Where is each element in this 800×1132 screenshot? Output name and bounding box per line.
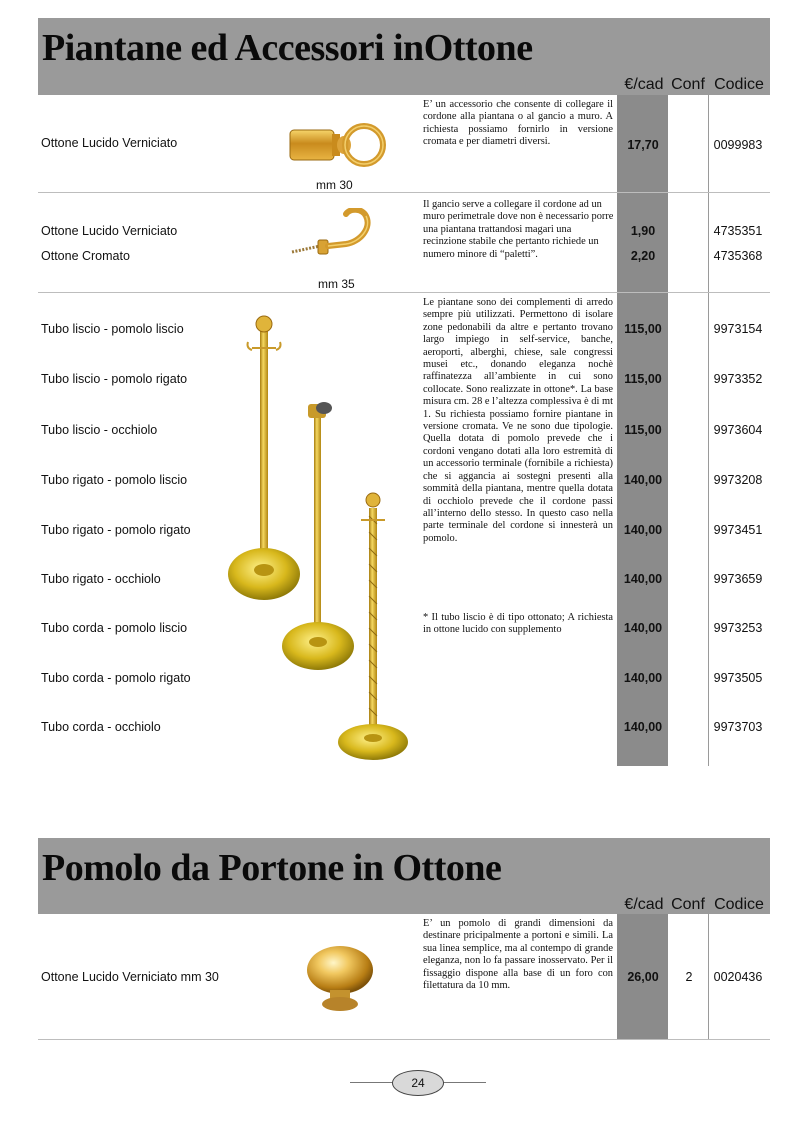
hook-price-0: 1,90	[630, 224, 656, 238]
row-divider	[38, 292, 770, 293]
stand-label-8: Tubo corda - occhiolo	[41, 720, 161, 734]
stand-price-6: 140,00	[623, 621, 663, 635]
col-price-header: €/cad	[624, 76, 664, 93]
stand-price-7: 140,00	[623, 671, 663, 685]
stand-code-4: 9973451	[713, 523, 763, 537]
page-number-oval	[392, 1070, 444, 1096]
hook-label-0: Ottone Lucido Verniciato	[41, 224, 178, 238]
stand-label-0: Tubo liscio - pomolo liscio	[41, 322, 184, 336]
stand-code-5: 9973659	[713, 572, 763, 586]
ring-size: mm 30	[316, 178, 353, 192]
stand-code-2: 9973604	[713, 423, 763, 437]
stands-footnote: * Il tubo liscio è di tipo ottonato; A richiesta in ottone lucido con supplemento	[423, 612, 613, 636]
hook-size: mm 35	[318, 277, 355, 291]
stand-label-2: Tubo liscio - occhiolo	[41, 423, 158, 437]
section1-title: Piantane ed Accessori inOttone	[42, 27, 533, 69]
col-code-header: Codice	[714, 76, 764, 93]
stand-code-0: 9973154	[713, 322, 763, 336]
stand-price-8: 140,00	[623, 720, 663, 734]
stand-code-3: 9973208	[713, 473, 763, 487]
row-divider	[38, 94, 770, 95]
stand-label-3: Tubo rigato - pomolo liscio	[41, 473, 188, 487]
door-knob-conf: 2	[685, 970, 693, 984]
stand-code-6: 9973253	[713, 621, 763, 635]
brass-door-knob-image	[304, 942, 376, 1014]
stand-label-7: Tubo corda - pomolo rigato	[41, 671, 191, 685]
hook-description: Il gancio serve a collegare il cordone ad un muro perimetrale dove non è necessario porre una piantana trattandosi magari una recinzione stabile che pertanto richiede un numero minore di “paletti”.	[423, 199, 614, 260]
ring-description: E’ un accessorio che consente di collegare il cordone alla piantana o al gancio a muro. A richiesta possiamo fornirlo in versione cromata e per diametri diversi.	[423, 99, 613, 148]
ring-accessory-label: Ottone Lucido Verniciato	[41, 136, 178, 150]
hook-label-1: Ottone Cromato	[41, 249, 130, 263]
stand-price-2: 115,00	[624, 423, 662, 437]
stands-description: Le piantane sono dei complementi di arredo sempre più utilizzati. Permettono di isolare zone pedonabili da altre e pertanto trovano largo impiego in self-service, banche, aeroporti, alberghi, chiese, sale congressi musei etc., donando eleganza nochè raffinatezza all’ambiente in cui sono collocate. Sono realizzate in ottone*. La base misura cm. 28 e l’altezza complessiva è di mt 1. Su richiesta possiamo fornire piantane in versione cromata. Ve ne sono due tipologie. Quella dotata di pomolo prevede che i cordoni vengano dotati alla loro estremità di un accessorio terminale (fornibile a richiesta) che si aggancia ai sostegni presenti alla sommità della piantana, mentre quella dotata di occhiolo prevede che il cordone passi all’interno dello stesso. In questo caso nella parte terminale del cordone si innesterà un pomolo.	[423, 297, 613, 544]
door-knob-code: 0020436	[713, 970, 763, 984]
door-knob-price: 26,00	[627, 970, 659, 984]
stand-code-8: 9973703	[713, 720, 763, 734]
stand-label-1: Tubo liscio - pomolo rigato	[41, 372, 188, 386]
stand-code-1: 9973352	[713, 372, 763, 386]
door-knob-label: Ottone Lucido Verniciato mm 30	[41, 970, 219, 984]
hook-code-1: 4735368	[713, 249, 763, 263]
col-code-header-2: Codice	[714, 896, 764, 913]
page-number-badge	[350, 1070, 486, 1096]
section2-bottom-line	[38, 1039, 770, 1040]
stand-label-5: Tubo rigato - occhiolo	[41, 572, 161, 586]
stand-label-4: Tubo rigato - pomolo rigato	[41, 523, 191, 537]
page-number: 24	[411, 1076, 425, 1090]
row-divider	[38, 192, 770, 193]
ring-price: 17,70	[627, 138, 659, 152]
stand-code-7: 9973505	[713, 671, 763, 685]
col-price-header-2: €/cad	[624, 896, 664, 913]
brass-stanchions-image	[228, 312, 418, 764]
col-conf-header: Conf	[671, 76, 705, 93]
stand-price-5: 140,00	[623, 572, 663, 586]
wall-hook-image	[290, 208, 380, 268]
hook-price-1: 2,20	[630, 249, 656, 263]
col-conf-header-2: Conf	[671, 896, 705, 913]
stand-price-4: 140,00	[623, 523, 663, 537]
stand-label-6: Tubo corda - pomolo liscio	[41, 621, 188, 635]
brass-ring-connector-image	[286, 120, 386, 172]
ring-code: 0099983	[713, 138, 763, 152]
section2-title: Pomolo da Portone in Ottone	[42, 847, 502, 889]
door-knob-description: E’ un pomolo di grandi dimensioni da destinare pricipalmente a portoni e simili. La sua linea semplice, ma al contempo di grande eleganza, non lo fa passare inosservato. Per il fissaggio dispone alla base di un foro con filettatura da 10 mm.	[423, 918, 613, 992]
stand-price-1: 115,00	[624, 372, 662, 386]
hook-code-0: 4735351	[713, 224, 763, 238]
stand-price-3: 140,00	[623, 473, 663, 487]
stand-price-0: 115,00	[624, 322, 662, 336]
